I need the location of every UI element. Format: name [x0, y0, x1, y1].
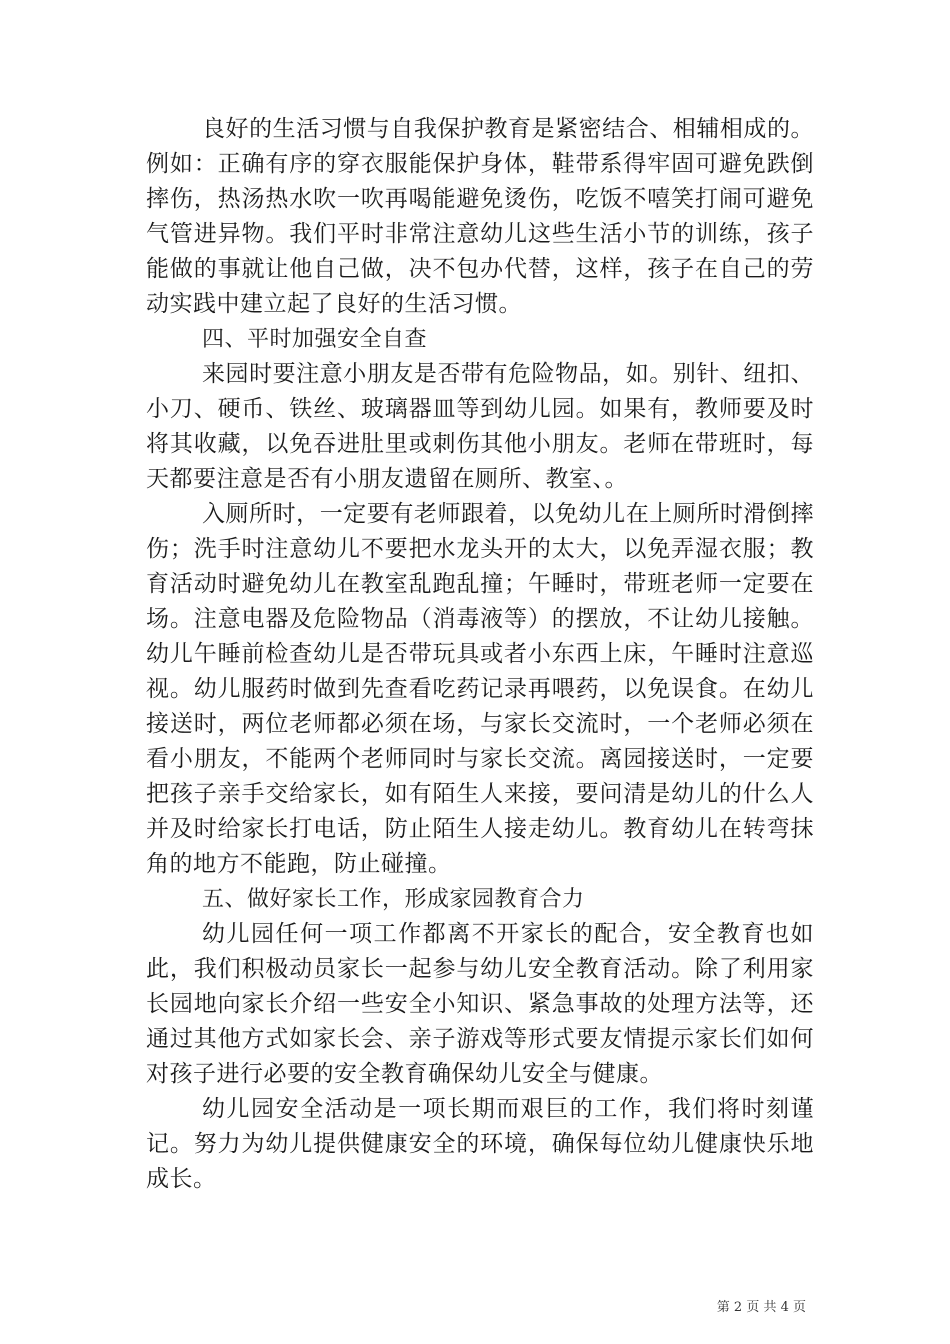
page-number: 第 2 页 共 4 页	[716, 1300, 806, 1315]
section-heading-parents: 五、做好家长工作，形成家园教育合力	[202, 887, 585, 912]
paragraph-conclusion: 幼儿园安全活动是一项长期而艰巨的工作，我们将时刻谨记。努力为幼儿提供健康安全的环境，确保每位幼儿健康快乐地成长。	[146, 1096, 814, 1192]
section-heading-self-check: 四、平时加强安全自查	[202, 327, 428, 352]
paragraph-parent-cooperation: 幼儿园任何一项工作都离不开家长的配合，安全教育也如此，我们积极动员家长一起参与幼儿安全教育活动。除了利用家长园地向家长介绍一些安全小知识、紧急事故的处理方法等，还通过其他方式如家长会、亲子游戏等形式要友情提示家长们如何对孩子进行必要的安全教育确保幼儿安全与健康。	[146, 921, 814, 1087]
paragraph-habits: 良好的生活习惯与自我保护教育是紧密结合、相辅相成的。例如：正确有序的穿衣服能保护身体，鞋带系得牢固可避免跌倒摔伤，热汤热水吹一吹再喝能避免烫伤，吃饭不嘻笑打闹可避免气管进异物。我们平时非常注意幼儿这些生活小节的训练，孩子能做的事就让他自己做，决不包办代替，这样，孩子在自己的劳动实践中建立起了良好的生活习惯。	[146, 116, 814, 317]
paragraph-arrival-check: 来园时要注意小朋友是否带有危险物品，如。别针、纽扣、小刀、硬币、铁丝、玻璃器皿等到幼儿园。如果有，教师要及时将其收藏，以免吞进肚里或刺伤其他小朋友。老师在带班时，每天都要注意是否有小朋友遗留在厕所、教室、。	[146, 361, 814, 492]
paragraph-daily-safety: 入厕所时，一定要有老师跟着，以免幼儿在上厕所时滑倒摔伤；洗手时注意幼儿不要把水龙头开的太大，以免弄湿衣服；教育活动时避免幼儿在教室乱跑乱撞；午睡时，带班老师一定要在场。注意电器及危险物品（消毒液等）的摆放，不让幼儿接触。幼儿午睡前检查幼儿是否带玩具或者小东西上床，午睡时注意巡视。幼儿服药时做到先查看吃药记录再喂药，以免误食。在幼儿接送时，两位老师都必须在场，与家长交流时，一个老师必须在看小朋友，不能两个老师同时与家长交流。离园接送时，一定要把孩子亲手交给家长，如有陌生人来接，要问清是幼儿的什么人并及时给家长打电话，防止陌生人接走幼儿。教育幼儿在转弯抹角的地方不能跑，防止碰撞。	[146, 501, 814, 877]
document-body	[146, 112, 814, 1197]
